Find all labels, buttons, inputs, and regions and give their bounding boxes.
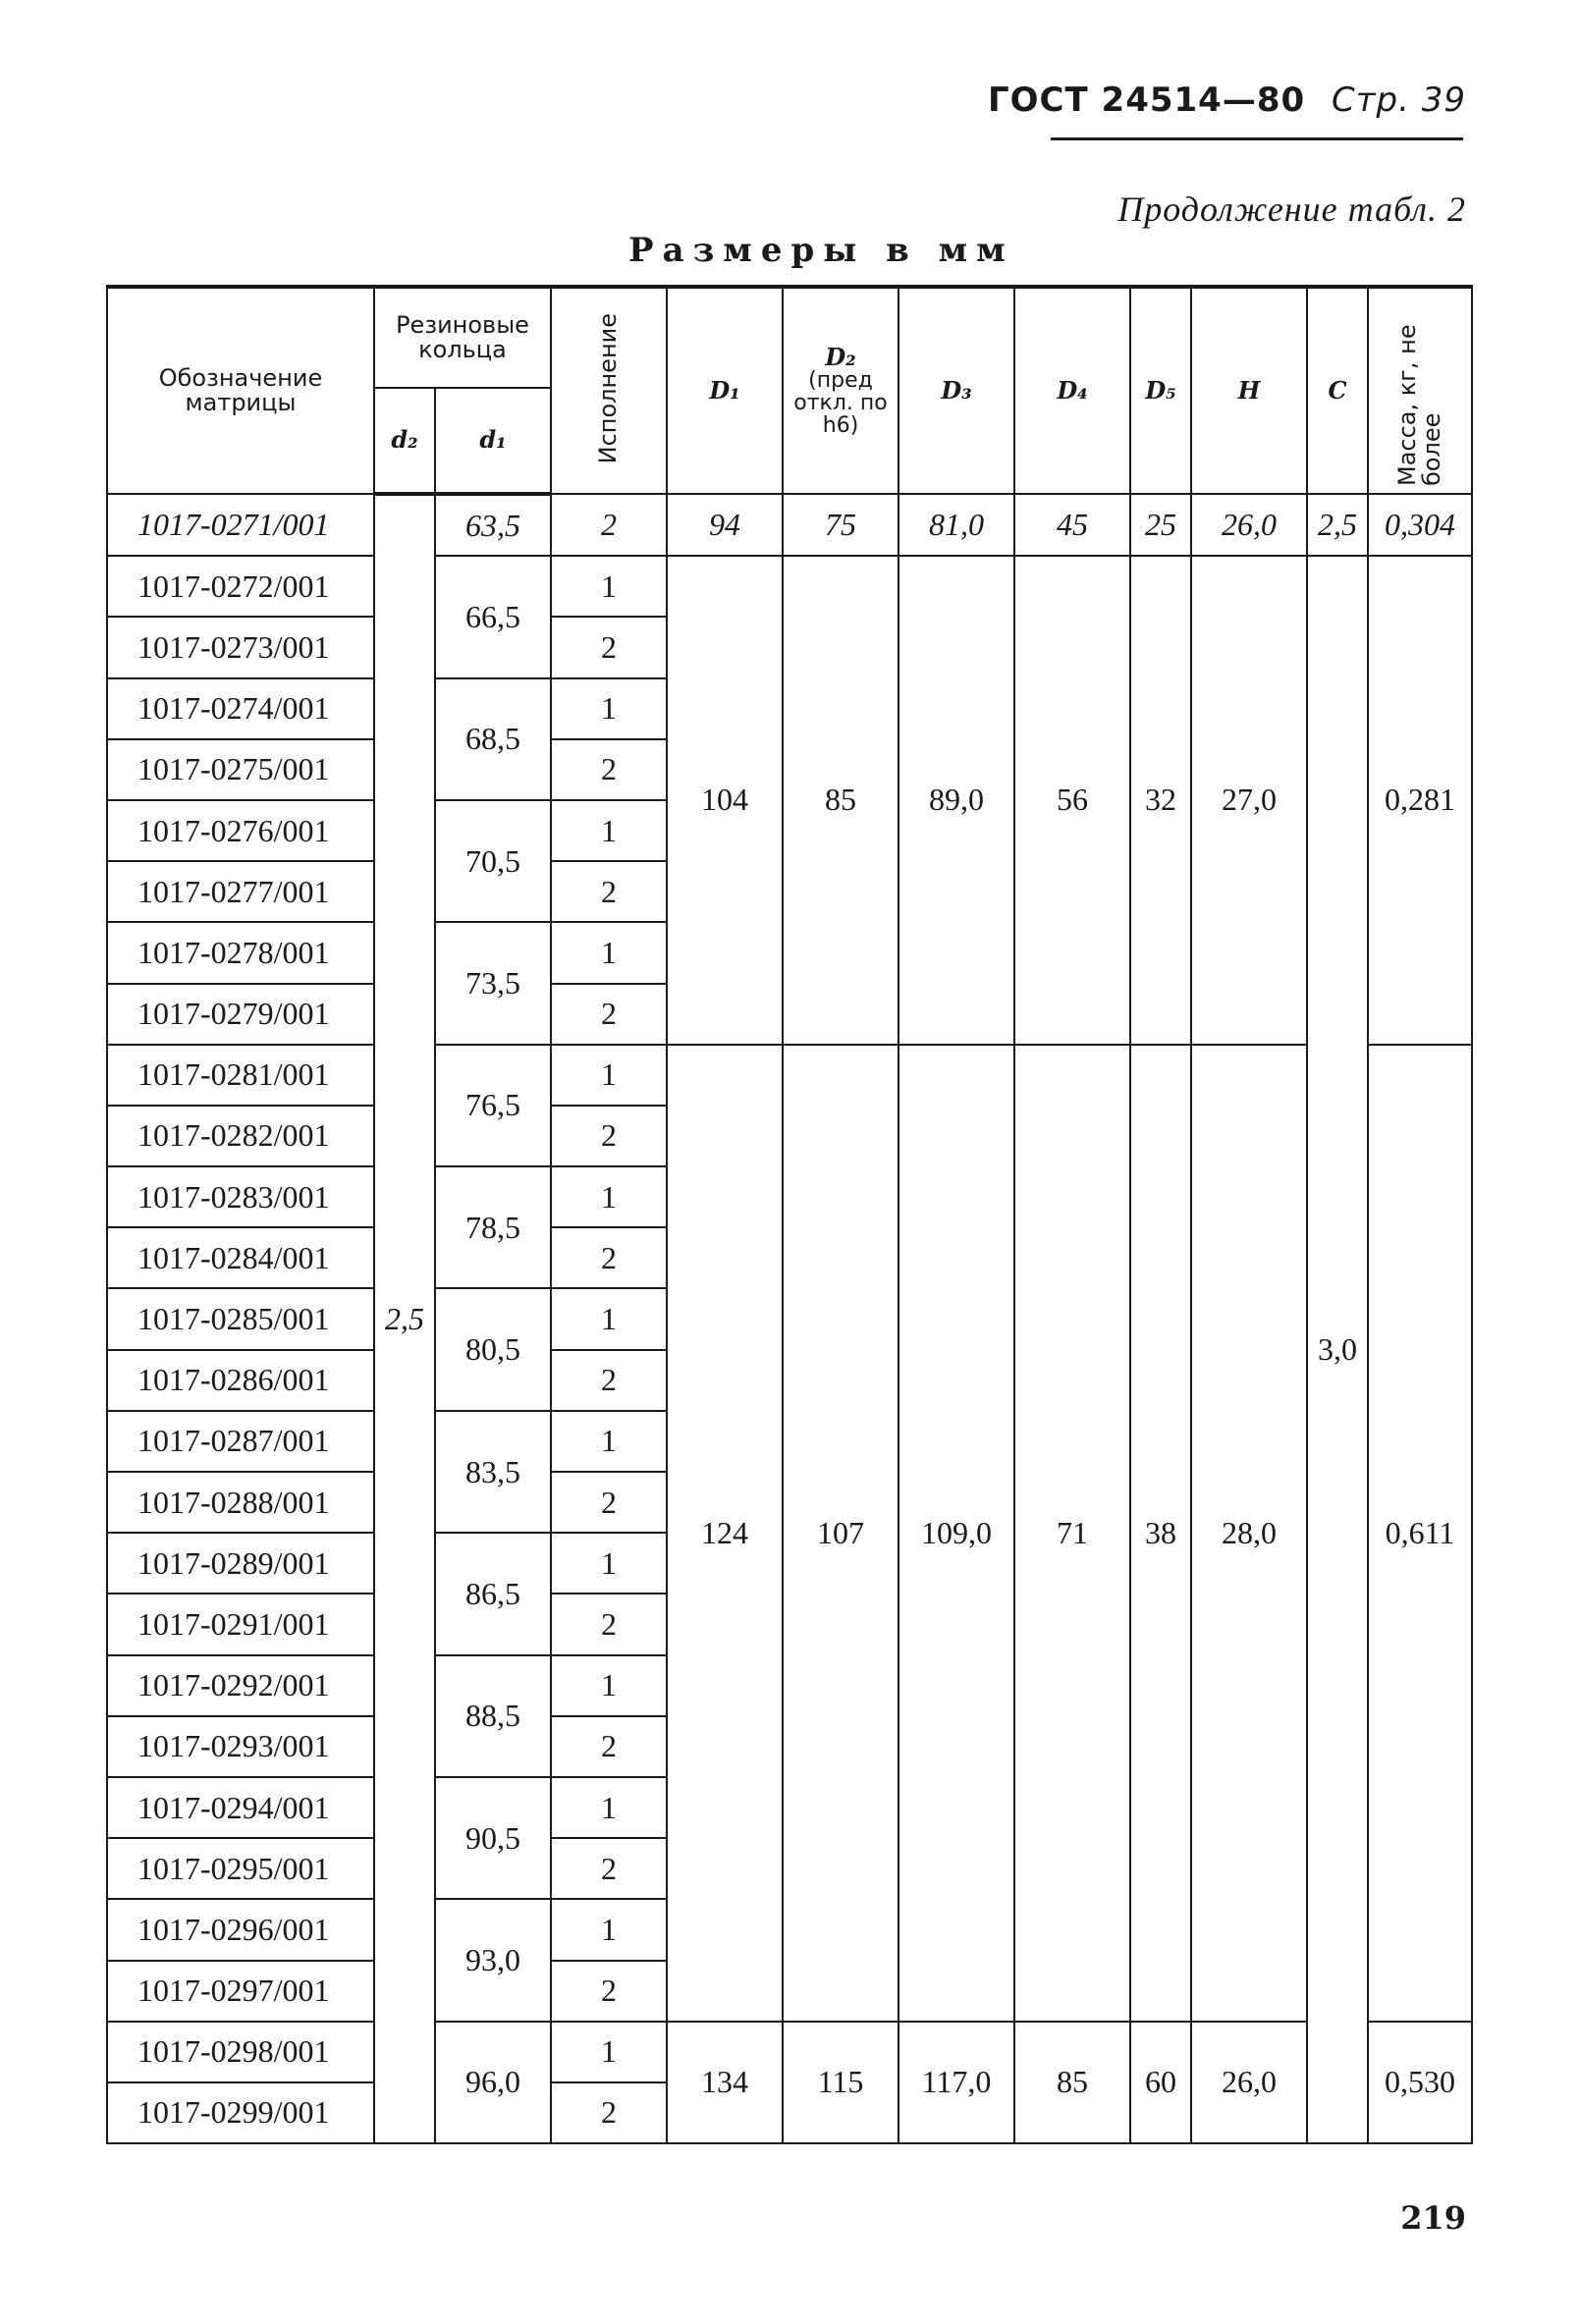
designation-cell: 1017-0271/001 [107,494,374,556]
header-D2-text: D₂ [825,342,856,371]
designation-cell: 1017-0289/001 [107,1533,374,1594]
header-D1 [667,287,783,494]
designation-cell: 1017-0277/001 [107,861,374,922]
designation-cell: 1017-0273/001 [107,617,374,677]
version-cell: 1 [551,922,667,983]
version-cell: 2 [551,984,667,1045]
designation-cell: 1017-0295/001 [107,1838,374,1899]
version-cell: 2 [551,1350,667,1411]
d1-cell: 66,5 [435,556,551,677]
D3-cell: 109,0 [898,1045,1014,2022]
version-cell: 2 [551,494,667,556]
designation-cell: 1017-0292/001 [107,1655,374,1716]
designation-cell: 1017-0283/001 [107,1166,374,1227]
H-cell: 26,0 [1191,494,1307,556]
D2-cell: 85 [783,556,898,1045]
mass-cell: 0,530 [1368,2022,1472,2143]
designation-cell: 1017-0287/001 [107,1411,374,1472]
D3-cell: 117,0 [898,2022,1014,2143]
table-row [107,494,1472,556]
header-version-text: Исполнение [594,312,623,464]
version-cell: 1 [551,1411,667,1472]
version-cell: 2 [551,1594,667,1654]
header-version [551,287,667,494]
version-cell: 2 [551,739,667,800]
header-D5 [1130,287,1191,494]
designation-cell: 1017-0276/001 [107,800,374,861]
designation-cell: 1017-0272/001 [107,556,374,617]
d1-cell: 90,5 [435,1777,551,1899]
designation-cell: 1017-0297/001 [107,1961,374,2022]
d1-cell: 88,5 [435,1655,551,1777]
D5-cell: 60 [1130,2022,1191,2143]
d1-cell: 83,5 [435,1411,551,1533]
d1-cell: 80,5 [435,1288,551,1410]
designation-cell: 1017-0281/001 [107,1045,374,1106]
designation-cell: 1017-0282/001 [107,1106,374,1166]
header-D4-text: D₄ [1057,375,1088,405]
version-cell: 2 [551,2082,667,2143]
D1-cell: 104 [667,556,783,1045]
D2-cell: 75 [783,494,898,556]
header-D5-text: D₅ [1145,375,1176,405]
header-D2-note: (пред откл. по h6) [793,367,888,439]
mass-cell: 0,281 [1368,556,1472,1045]
version-cell: 1 [551,1166,667,1227]
designation-cell: 1017-0275/001 [107,739,374,800]
mass-cell: 0,611 [1368,1045,1472,2022]
header-C-text: C [1328,375,1347,405]
D1-cell: 134 [667,2022,783,2143]
d1-cell: 68,5 [435,678,551,800]
H-cell: 26,0 [1191,2022,1307,2143]
d1-cell: 78,5 [435,1166,551,1288]
d1-cell: 70,5 [435,800,551,922]
version-cell: 2 [551,1472,667,1533]
header-H [1191,287,1307,494]
version-cell: 2 [551,1716,667,1777]
d1-cell: 73,5 [435,922,551,1044]
D4-cell: 71 [1014,1045,1130,2022]
version-cell: 1 [551,1655,667,1716]
D4-cell: 56 [1014,556,1130,1045]
D4-cell: 45 [1014,494,1130,556]
dimensions-table [106,285,1473,2144]
designation-cell: 1017-0299/001 [107,2082,374,2143]
page-label: Стр. 39 [1331,81,1466,120]
D2-cell: 107 [783,1045,898,2022]
designation-cell: 1017-0279/001 [107,984,374,1045]
designation-cell: 1017-0286/001 [107,1350,374,1411]
version-cell: 1 [551,1533,667,1594]
C-cell: 3,0 [1307,556,1368,2143]
continuation-caption: Продолжение табл. 2 [1117,189,1466,229]
D4-cell: 85 [1014,2022,1130,2143]
version-cell: 1 [551,678,667,739]
mass-cell: 0,304 [1368,494,1472,556]
standard-number: ГОСТ 24514—80 [987,81,1306,120]
designation-cell: 1017-0285/001 [107,1288,374,1349]
d1-cell: 96,0 [435,2022,551,2143]
version-cell: 1 [551,1777,667,1838]
header-C [1307,287,1368,494]
D5-cell: 38 [1130,1045,1191,2022]
D5-cell: 32 [1130,556,1191,1045]
version-cell: 2 [551,1106,667,1166]
d1-cell: 63,5 [435,494,551,556]
page-number: 219 [1400,2199,1466,2237]
D1-cell: 124 [667,1045,783,2022]
designation-cell: 1017-0294/001 [107,1777,374,1838]
D2-cell: 115 [783,2022,898,2143]
designation-cell: 1017-0284/001 [107,1227,374,1288]
version-cell: 2 [551,617,667,677]
designation-cell: 1017-0278/001 [107,922,374,983]
header-rubber-rings: Резиновые кольца [374,287,551,388]
D5-cell: 25 [1130,494,1191,556]
version-cell: 1 [551,1899,667,1960]
C-cell: 2,5 [1307,494,1368,556]
table-row [107,2022,1472,2082]
header-d1 [435,388,551,494]
header-D1-text: D₁ [709,375,740,405]
designation-cell: 1017-0291/001 [107,1594,374,1654]
page-header [988,81,1466,120]
table-row [107,556,1472,617]
header-D2 [783,287,898,494]
designation-cell: 1017-0296/001 [107,1899,374,1960]
D1-cell: 94 [667,494,783,556]
header-d2-text: d₂ [391,425,418,455]
D3-cell: 81,0 [898,494,1014,556]
designation-cell: 1017-0298/001 [107,2022,374,2082]
d1-cell: 86,5 [435,1533,551,1654]
designation-cell: 1017-0293/001 [107,1716,374,1777]
header-rule [1051,137,1463,140]
D3-cell: 89,0 [898,556,1014,1045]
designation-cell: 1017-0288/001 [107,1472,374,1533]
header-D3-text: D₃ [941,375,972,405]
d1-cell: 76,5 [435,1045,551,1166]
version-cell: 1 [551,1045,667,1106]
version-cell: 1 [551,800,667,861]
version-cell: 1 [551,556,667,617]
designation-cell: 1017-0274/001 [107,678,374,739]
H-cell: 27,0 [1191,556,1307,1045]
units-caption: Размеры в мм [628,231,1014,270]
d1-cell: 93,0 [435,1899,551,2021]
header-mass [1368,287,1472,494]
header-H-text: H [1237,375,1261,405]
header-D3 [898,287,1014,494]
d2-cell: 2,5 [374,494,435,2143]
version-cell: 2 [551,1227,667,1288]
header-d2 [374,388,435,494]
version-cell: 1 [551,1288,667,1349]
header-designation: Обозначение матрицы [107,287,374,494]
version-cell: 1 [551,2022,667,2082]
table-row [107,1045,1472,1106]
H-cell: 28,0 [1191,1045,1307,2022]
version-cell: 2 [551,861,667,922]
header-D4 [1014,287,1130,494]
header-mass-text: Масса, кг, не более [1392,324,1446,487]
header-d1-text: d₁ [479,425,507,455]
version-cell: 2 [551,1961,667,2022]
version-cell: 2 [551,1838,667,1899]
